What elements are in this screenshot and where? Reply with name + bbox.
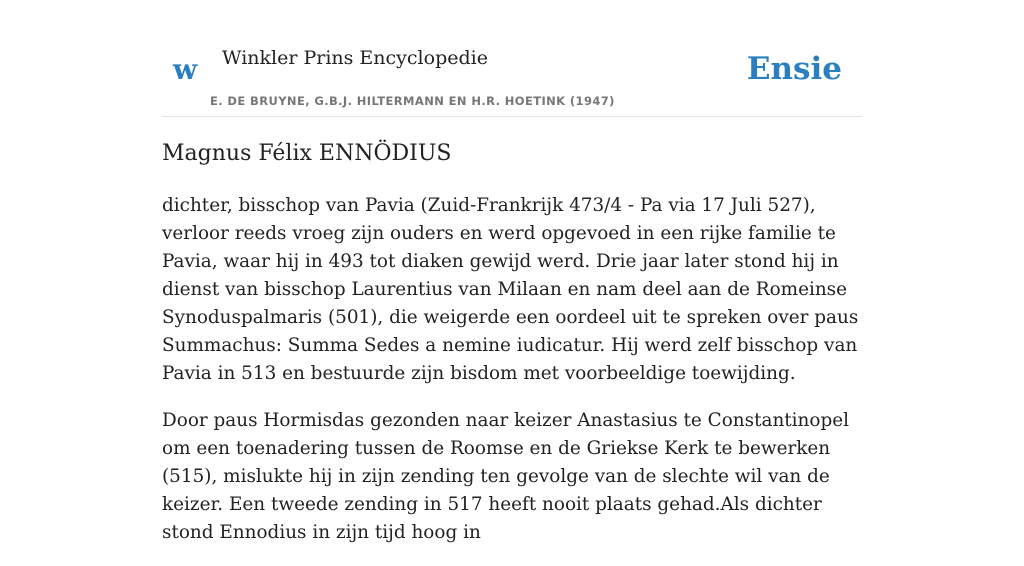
article-body xyxy=(162,192,862,566)
authors-credit: E. DE BRUYNE, G.B.J. HILTERMANN EN H.R. HOETINK (1947) xyxy=(210,94,615,108)
site-logo[interactable]: w xyxy=(173,53,198,86)
article-title: Magnus Félix ENNÖDIUS xyxy=(162,141,452,166)
article-paragraph: Door paus Hormisdas gezonden naar keizer Anastasius te Constantinopel om een toenadering tussen de Roomse en de Griekse Kerk te bewerken (515), mislukte hij in zijn zending ten gevolge van de slechte wil van de keizer. Een tweede zending in 517 heeft nooit plaats gehad.Als dichter stond Ennodius in zijn tijd hoog in xyxy=(162,410,850,543)
brand-logo[interactable]: Ensie xyxy=(746,51,842,87)
site-header xyxy=(162,0,862,117)
site-title: Winkler Prins Encyclopedie xyxy=(222,47,488,69)
article-paragraph: dichter, bisschop van Pavia (Zuid-Frankrijk 473/4 - Pa via 17 Juli 527), verloor reeds vroeg zijn ouders en werd opgevoed in een rijke familie te Pavia, waar hij in 493 tot diaken gewijd werd. Drie jaar later stond hij in dienst van bisschop Laurentius van Milaan en nam deel aan de Romeinse Synoduspalmaris (501), die weigerde een oordeel uit te spreken over paus Summachus: Summa Sedes a nemine iudicatur. Hij werd zelf bisschop van Pavia in 513 en bestuurde zijn bisdom met voorbeeldige toewijding. xyxy=(162,195,859,384)
